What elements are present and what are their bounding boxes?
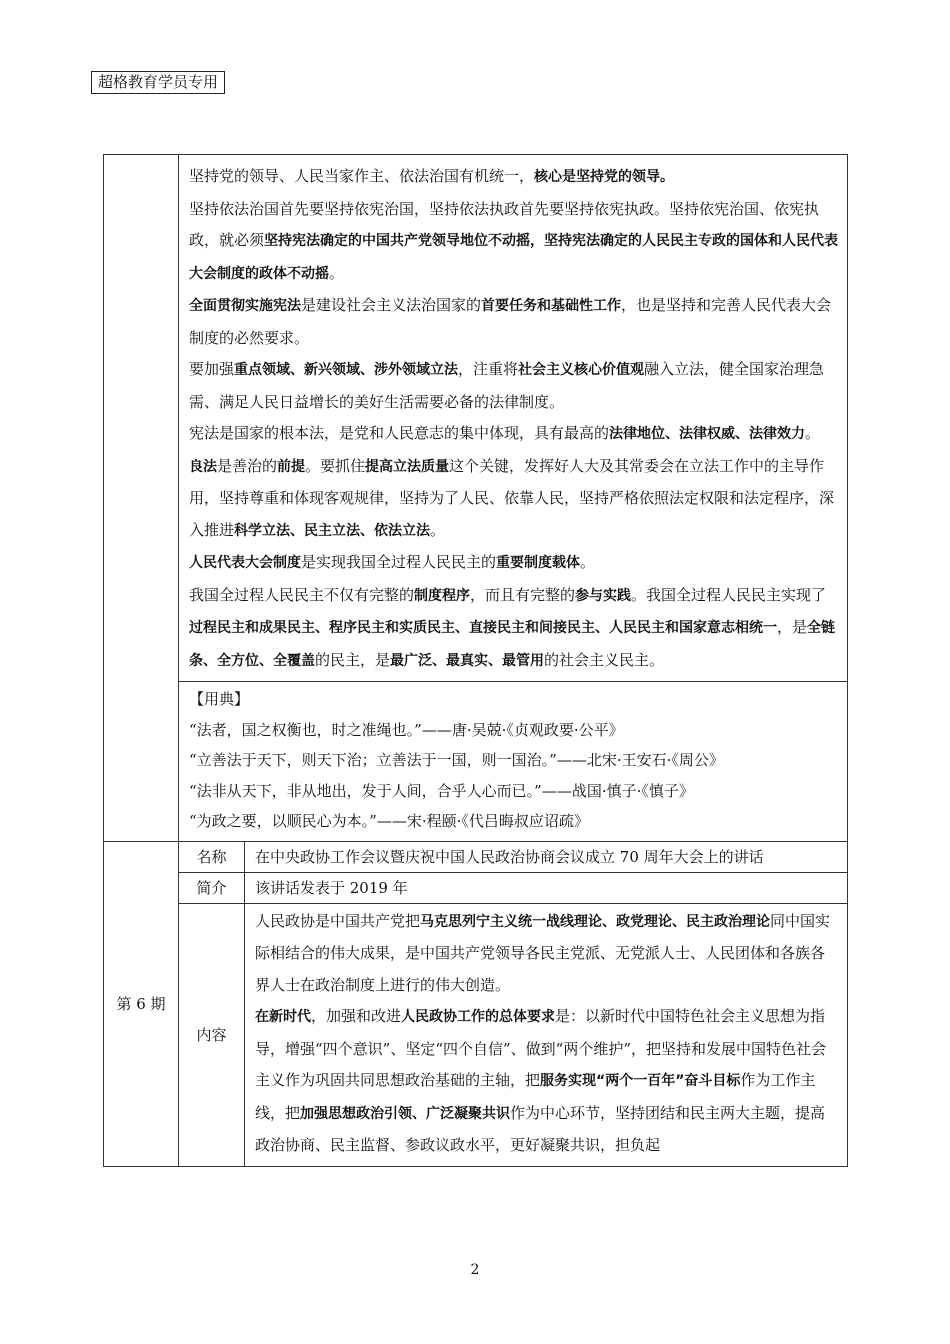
bold-text: 核心是坚持党的领导。 bbox=[534, 169, 675, 185]
section6-period-label: 第 6 期 bbox=[104, 841, 179, 1166]
bold-text: 过程民主和成果民主、程序民主和实质民主、直接民主和间接民主、人民民主和国家意志相统一 bbox=[189, 620, 777, 636]
text: 宪法是国家的根本法，是党和人民意志的集中体现，具有最高的 bbox=[189, 424, 610, 442]
quote-line: “法者，国之权衡也，时之准绳也。”——唐·吴兢·《贞观政要·公平》 bbox=[189, 720, 624, 739]
content-value-cell bbox=[245, 903, 848, 1166]
text: 。我国全过程人民民主实现了 bbox=[631, 585, 827, 604]
header-tag: 超格教育学员专用 bbox=[91, 71, 225, 94]
text: 。 bbox=[580, 553, 596, 571]
text: 的民主，是 bbox=[315, 650, 391, 669]
text: ，也是坚持和完善人民代表大会制度的必然要求。 bbox=[189, 296, 832, 347]
section6-intro-row bbox=[104, 872, 848, 903]
text: 是：以新时代中国特色社会主义思想为指导，增强“四个意识”、坚定“四个自信”、做到“两个维护”，把坚持和发展中国特色社会主义作为巩固共同思想政治基础的主轴，把 bbox=[255, 1007, 827, 1089]
content-label: 内容 bbox=[179, 903, 245, 1166]
bold-text: 首要任务和基础性工作 bbox=[481, 298, 622, 314]
quotes-title: 【用典】 bbox=[189, 690, 250, 708]
bold-text: 前提 bbox=[277, 458, 306, 475]
bold-text: 科学立法、民主立法、依法立法 bbox=[234, 522, 431, 539]
bold-text: 加强思想政治引领、广泛凝聚共识 bbox=[300, 1105, 511, 1122]
text: ，是 bbox=[777, 618, 808, 636]
paragraph bbox=[189, 290, 839, 354]
text: 作为中心环节，坚持团结和民主两大主题，提高政治协商、民主监督、参政议政水平，更好凝聚共识，担负起 bbox=[255, 1103, 826, 1154]
bold-text: 社会主义核心价值观 bbox=[518, 362, 645, 378]
text: 是实现我国全过程人民民主的 bbox=[301, 553, 497, 571]
quote-line: “立善法于天下，则天下治；立善法于一国，则一国治。”——北宋·王安石·《周公》 bbox=[189, 751, 724, 769]
text: 是建设社会主义法治国家的 bbox=[301, 296, 482, 314]
content-table bbox=[103, 154, 848, 1167]
paragraph bbox=[189, 547, 839, 580]
paragraph bbox=[255, 1001, 839, 1162]
bold-text: 服务实现“两个一百年”奋斗目标 bbox=[540, 1073, 741, 1089]
bold-text: 重要制度载体 bbox=[496, 555, 581, 571]
quote-line: “为政之要，以顺民心为本。”——宋·程颐·《代吕晦叔应诏疏》 bbox=[189, 812, 589, 830]
section6-paragraphs bbox=[245, 904, 847, 1166]
intro-label: 简介 bbox=[179, 872, 245, 903]
bold-text: 法律地位、法律权威、法律效力 bbox=[609, 426, 806, 442]
bold-text: 人民代表大会制度 bbox=[189, 555, 301, 571]
name-label: 名称 bbox=[179, 841, 245, 872]
text: 作为工作主线，把 bbox=[255, 1071, 816, 1122]
bold-text: 全面贯彻实施宪法 bbox=[189, 298, 301, 314]
paragraph bbox=[189, 194, 839, 291]
paragraph bbox=[189, 580, 839, 678]
name-value-cell bbox=[245, 841, 848, 872]
text: 同中国实际相结合的伟大成果，是中国共产党领导各民主党派、无党派人士、人民团体和各族各界人士在政治制度上进行的伟大创造。 bbox=[255, 911, 831, 994]
section5-paragraphs bbox=[179, 155, 847, 681]
bold-text: 良法 bbox=[189, 458, 217, 475]
page-number: 2 bbox=[470, 1262, 480, 1278]
text: 融入立法，健全国家治理急需、满足人民日益增长的美好生活需要必备的法律制度。 bbox=[189, 360, 825, 411]
text: 要加强 bbox=[189, 360, 235, 378]
bold-text: 全链条、全方位、全覆盖 bbox=[189, 620, 836, 669]
text: 是善治的 bbox=[217, 456, 278, 475]
text: 人民政协是中国共产党把 bbox=[255, 911, 421, 930]
bold-text: 坚持宪法确定的中国共产党领导地位不动摇，坚持宪法确定的人民民主专政的国体和人民代表大会制度的政体不动摇 bbox=[189, 233, 839, 282]
paragraph bbox=[255, 906, 839, 1002]
bold-text: 重点领域、新兴领域、涉外领域立法 bbox=[234, 362, 459, 378]
paragraph bbox=[189, 354, 839, 418]
text: ，注重将 bbox=[458, 360, 519, 378]
section5-quote-row bbox=[104, 682, 848, 842]
section6-name-row bbox=[104, 841, 848, 872]
section5-quote-cell bbox=[179, 682, 848, 842]
bold-text: 提高立法质量 bbox=[365, 458, 450, 475]
bold-text: 在新时代 bbox=[255, 1009, 311, 1025]
text: 我国全过程人民民主不仅有完整的 bbox=[189, 585, 415, 604]
text: 。 bbox=[329, 263, 345, 282]
bold-text: 人民政协工作的总体要求 bbox=[401, 1009, 556, 1025]
text: 坚持党的领导、人民当家作主、依法治国有机统一， bbox=[189, 167, 535, 185]
bold-text: 马克思列宁主义统一战线理论、政党理论、民主政治理论 bbox=[420, 913, 771, 930]
text: ，加强和改进 bbox=[311, 1007, 402, 1025]
bold-text: 参与实践 bbox=[575, 587, 632, 604]
intro-value-cell bbox=[245, 872, 848, 903]
text: 。要抓住 bbox=[305, 456, 366, 475]
text: 这个关键，发挥好人大及其常委会在立法工作中的主导作用，坚持尊重和体现客观规律，坚持为了人民、依靠人民，坚持严格依照法定权限和法定程序，深入推进 bbox=[189, 456, 835, 539]
section5-body-cell bbox=[179, 155, 848, 682]
text: 。 bbox=[805, 424, 821, 442]
paragraph bbox=[189, 161, 839, 194]
text: 坚持依法治国首先要坚持依宪治国，坚持依法执政首先要坚持依宪执政。坚持依宪治国、依宪执政，就必须 bbox=[189, 199, 820, 249]
section6-content-row bbox=[104, 903, 848, 1166]
text: 。 bbox=[430, 520, 446, 539]
text: 的社会主义民主。 bbox=[544, 650, 665, 669]
bold-text: 制度程序 bbox=[414, 587, 471, 604]
paragraph bbox=[189, 451, 839, 548]
section5-period-cell bbox=[104, 155, 179, 842]
name-value: 在中央政协工作会议暨庆祝中国人民政治协商会议成立 70 周年大会上的讲话 bbox=[255, 847, 764, 866]
section5-main-row bbox=[104, 155, 848, 682]
paragraph bbox=[189, 418, 839, 451]
intro-value: 该讲话发表于 2019 年 bbox=[255, 878, 408, 897]
bold-text: 最广泛、最真实、最管用 bbox=[390, 652, 545, 669]
quote-line: “法非从天下，非从地出，发于人间，合乎人心而已。”——战国·慎子·《慎子》 bbox=[189, 781, 694, 800]
text: ，而且有完整的 bbox=[470, 585, 576, 604]
